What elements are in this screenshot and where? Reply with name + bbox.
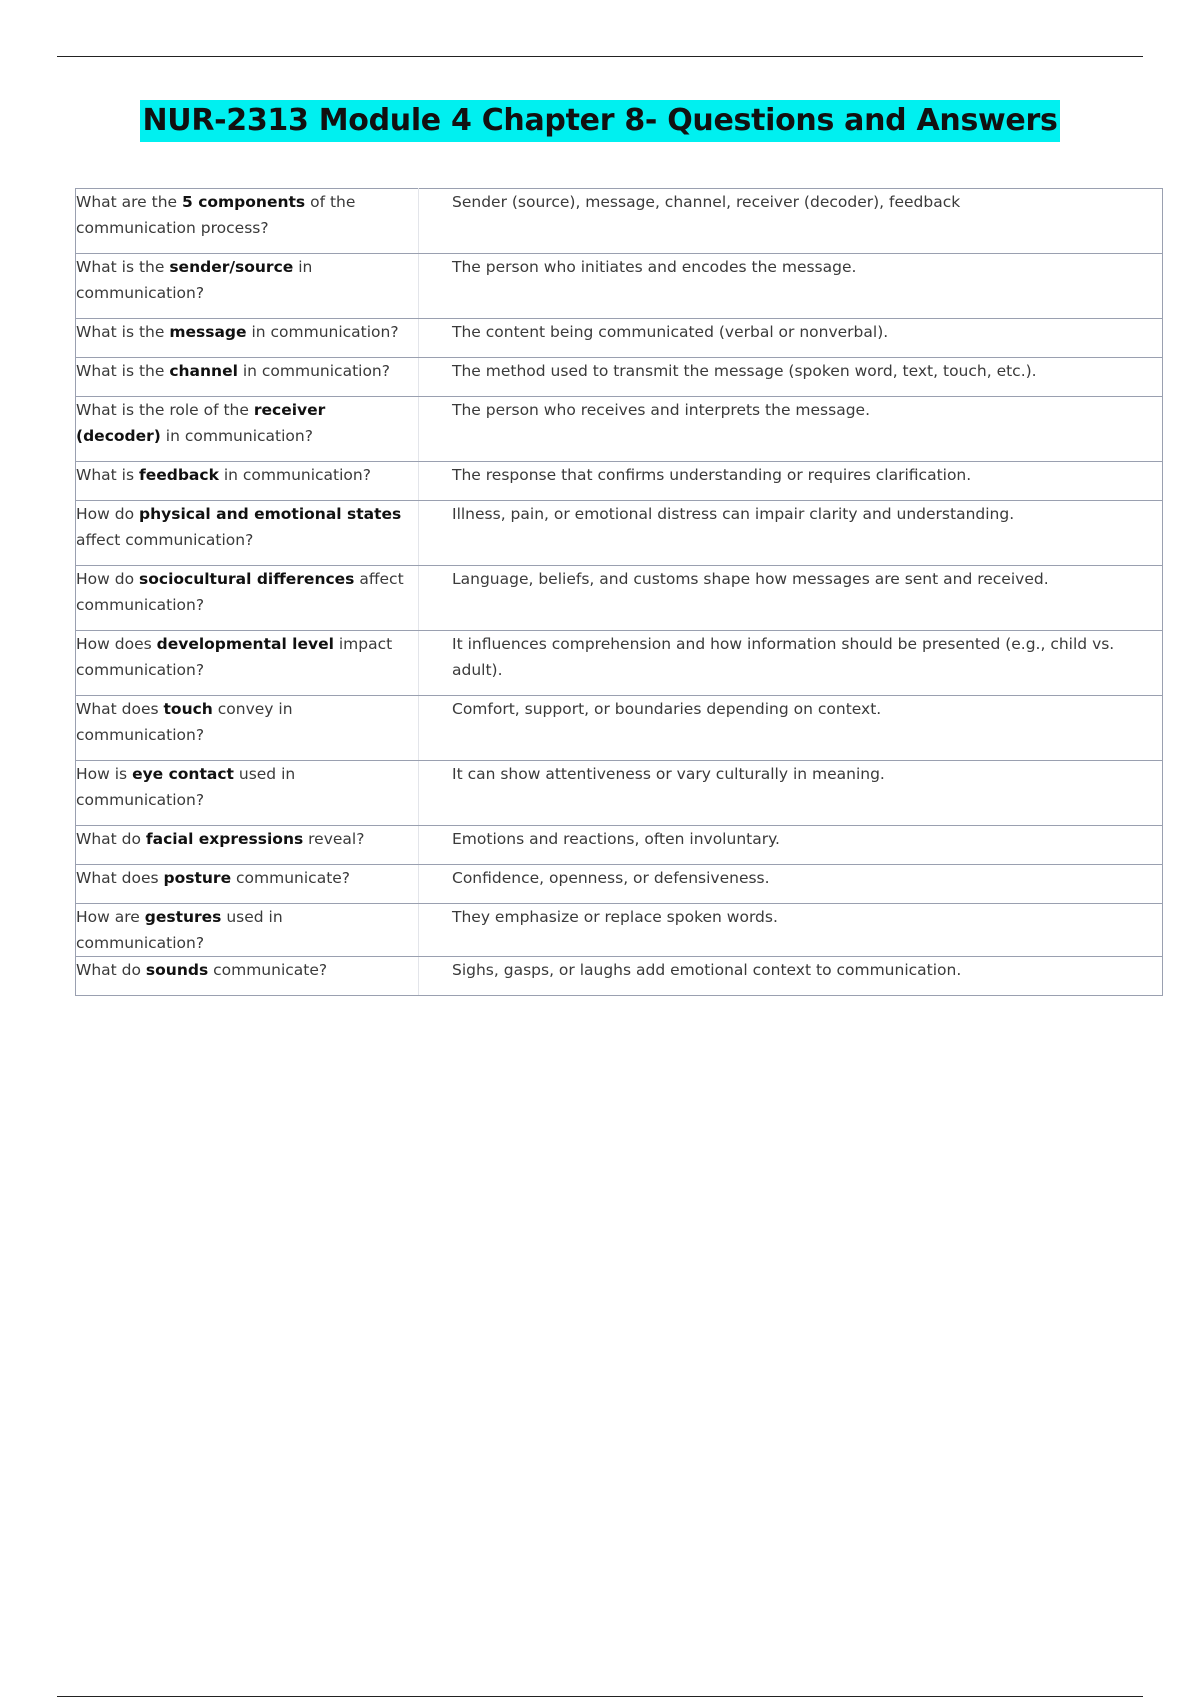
question-cell: What is the message in communication?: [76, 319, 419, 358]
table-row: [76, 254, 1163, 319]
question-cell: What is the role of the receiver (decoder) in communication?: [76, 397, 419, 462]
table-row: [76, 397, 1163, 462]
footer-rule: [57, 1696, 1143, 1697]
question-keyword: facial expressions: [145, 830, 304, 848]
question-cell: What are the 5 components of the communication process?: [76, 189, 419, 254]
answer-cell: Confidence, openness, or defensiveness.: [419, 865, 1163, 904]
table-row: [76, 826, 1163, 865]
question-keyword: 5 components: [182, 193, 306, 211]
answer-cell: The content being communicated (verbal or nonverbal).: [419, 319, 1163, 358]
question-keyword: sender/source: [169, 258, 294, 276]
table-row: [76, 865, 1163, 904]
question-keyword: receiver (decoder): [76, 401, 326, 445]
table-row: [76, 566, 1163, 631]
question-keyword: channel: [169, 362, 238, 380]
qa-table: [75, 188, 1163, 996]
header-rule: [57, 56, 1143, 57]
answer-cell: Emotions and reactions, often involuntary.: [419, 826, 1163, 865]
question-keyword: eye contact: [132, 765, 234, 783]
question-cell: What is the sender/source in communication?: [76, 254, 419, 319]
question-cell: How do physical and emotional states affect communication?: [76, 501, 419, 566]
question-cell: What is the channel in communication?: [76, 358, 419, 397]
question-cell: How do sociocultural differences affect communication?: [76, 566, 419, 631]
question-cell: What does posture communicate?: [76, 865, 419, 904]
answer-cell: Sighs, gasps, or laughs add emotional context to communication.: [419, 957, 1163, 996]
question-cell: What do facial expressions reveal?: [76, 826, 419, 865]
question-keyword: sociocultural differences: [139, 570, 355, 588]
answer-cell: It can show attentiveness or vary culturally in meaning.: [419, 761, 1163, 826]
table-row: [76, 904, 1163, 957]
table-row: [76, 462, 1163, 501]
table-row: [76, 319, 1163, 358]
question-cell: How does developmental level impact communication?: [76, 631, 419, 696]
answer-cell: The response that confirms understanding or requires clarification.: [419, 462, 1163, 501]
answer-cell: The method used to transmit the message (spoken word, text, touch, etc.).: [419, 358, 1163, 397]
question-cell: What do sounds communicate?: [76, 957, 419, 996]
table-row: [76, 501, 1163, 566]
question-cell: How is eye contact used in communication?: [76, 761, 419, 826]
answer-cell: They emphasize or replace spoken words.: [419, 904, 1163, 957]
question-cell: How are gestures used in communication?: [76, 904, 419, 957]
question-cell: What does touch convey in communication?: [76, 696, 419, 761]
table-row: [76, 696, 1163, 761]
answer-cell: The person who receives and interprets the message.: [419, 397, 1163, 462]
question-keyword: message: [169, 323, 247, 341]
answer-cell: Language, beliefs, and customs shape how messages are sent and received.: [419, 566, 1163, 631]
document-title: NUR-2313 Module 4 Chapter 8- Questions and Answers: [140, 100, 1059, 142]
table-row: [76, 189, 1163, 254]
title-container: [0, 100, 1200, 142]
table-row: [76, 358, 1163, 397]
table-row: [76, 631, 1163, 696]
table-row: [76, 957, 1163, 996]
answer-cell: Sender (source), message, channel, receiver (decoder), feedback: [419, 189, 1163, 254]
answer-cell: It influences comprehension and how information should be presented (e.g., child vs. adult).: [419, 631, 1163, 696]
question-keyword: gestures: [144, 908, 222, 926]
question-keyword: feedback: [138, 466, 219, 484]
question-keyword: touch: [163, 700, 213, 718]
question-cell: What is feedback in communication?: [76, 462, 419, 501]
answer-cell: Comfort, support, or boundaries depending on context.: [419, 696, 1163, 761]
answer-cell: The person who initiates and encodes the message.: [419, 254, 1163, 319]
question-keyword: developmental level: [156, 635, 334, 653]
question-keyword: sounds: [145, 961, 209, 979]
answer-cell: Illness, pain, or emotional distress can impair clarity and understanding.: [419, 501, 1163, 566]
table-row: [76, 761, 1163, 826]
question-keyword: posture: [163, 869, 232, 887]
question-keyword: physical and emotional states: [139, 505, 402, 523]
